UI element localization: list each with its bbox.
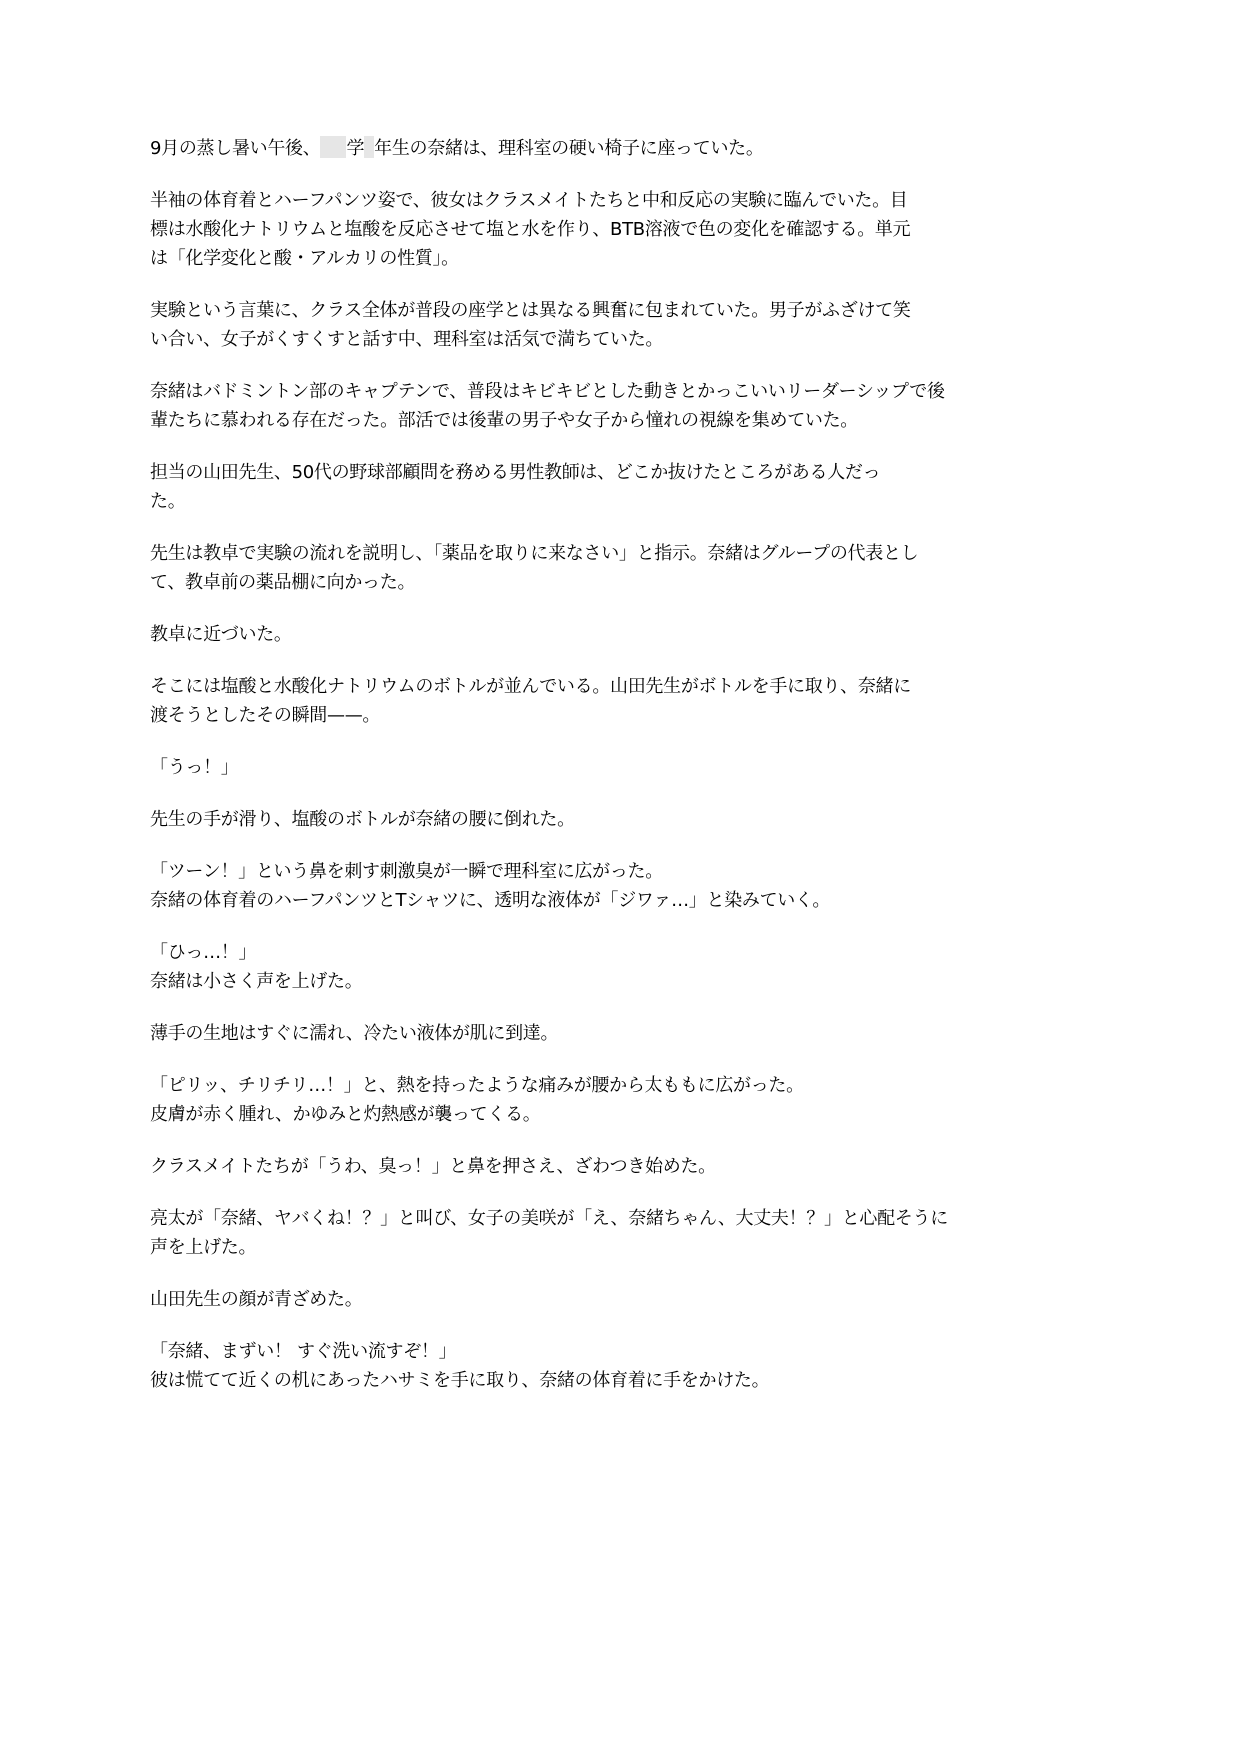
text-line: 先生の手が滑り、塩酸のボトルが奈緒の腰に倒れた。 [150,809,575,830]
paragraph [150,1204,1010,1262]
text-line: 奈緒は小さく声を上げた。 [150,971,363,992]
text-line: た。 [150,491,186,512]
paragraph [150,938,1010,996]
text-line: 実験という言葉に、クラス全体が普段の座学とは異なる興奮に包まれていた。男子がふざけて笑 [150,300,911,321]
text-line: 「うっ！」 [150,757,239,778]
paragraph [150,672,1010,730]
paragraph [150,1071,1010,1129]
text-line: 亮太が「奈緒、ヤバくね！？」と叫び、女子の美咲が「え、奈緒ちゃん、大丈夫！？」と心配そうに [150,1208,948,1229]
text-line: 「奈緒、まずい！ すぐ洗い流すぞ！」 [150,1341,457,1362]
redaction-box [364,136,374,158]
document-body [150,134,1010,1418]
paragraph [150,458,1010,516]
text-line: 担当の山田先生、50代の野球部顧問を務める男性教師は、どこか抜けたところがある人だっ [150,462,881,483]
paragraph [150,186,1010,273]
text-segment: 年生の奈緒は、理科室の硬い椅子に座っていた。 [374,138,764,159]
paragraph [150,1152,1010,1181]
text-line: 標は水酸化ナトリウムと塩酸を反応させて塩と水を作り、BTB溶液で色の変化を確認する。単元 [150,219,911,240]
paragraph [150,753,1010,782]
text-line: 輩たちに慕われる存在だった。部活では後輩の男子や女子から憧れの視線を集めていた。 [150,410,858,431]
paragraph [150,1019,1010,1048]
paragraph [150,1285,1010,1314]
text-line: 奈緒はバドミントン部のキャプテンで、普段はキビキビとした動きとかっこいいリーダーシップで後 [150,381,945,402]
text-segment: 9月の蒸し暑い午後、 [150,138,321,159]
text-segment: 学 [346,138,365,159]
paragraph [150,539,1010,597]
text-line: 教卓に近づいた。 [150,624,292,645]
text-line: そこには塩酸と水酸化ナトリウムのボトルが並んでいる。山田先生がボトルを手に取り、奈緒に [150,676,911,697]
paragraph-list [150,186,1010,1395]
text-line: 声を上げた。 [150,1237,257,1258]
text-line: て、教卓前の薬品棚に向かった。 [150,572,416,593]
text-line: 半袖の体育着とハーフパンツ姿で、彼女はクラスメイトたちと中和反応の実験に臨んでいた。目 [150,190,908,211]
text-line [150,134,1010,163]
paragraph [150,857,1010,915]
text-line: 「ツーン！」という鼻を刺す刺激臭が一瞬で理科室に広がった。 [150,861,663,882]
redaction-box [320,136,346,158]
paragraph [150,377,1010,435]
text-line: 先生は教卓で実験の流れを説明し、「薬品を取りに来なさい」と指示。奈緒はグループの代表とし [150,543,919,564]
text-line: 奈緒の体育着のハーフパンツとTシャツに、透明な液体が「ジワァ…」と染みていく。 [150,890,831,911]
text-line: 「ひっ…！」 [150,942,257,963]
paragraph [150,805,1010,834]
paragraph [150,296,1010,354]
text-line: 「ピリッ、チリチリ…！」と、熱を持ったような痛みが腰から太ももに広がった。 [150,1075,804,1096]
text-line: 皮膚が赤く腫れ、かゆみと灼熱感が襲ってくる。 [150,1104,541,1125]
text-line: は「化学変化と酸・アルカリの性質」。 [150,248,459,269]
text-line: クラスメイトたちが「うわ、臭っ！」と鼻を押さえ、ざわつき始めた。 [150,1156,716,1177]
text-line: い合い、女子がくすくすと話す中、理科室は活気で満ちていた。 [150,329,664,350]
text-line: 山田先生の顔が青ざめた。 [150,1289,363,1310]
text-line: 渡そうとしたその瞬間——。 [150,705,381,726]
text-line: 薄手の生地はすぐに濡れ、冷たい液体が肌に到達。 [150,1023,559,1044]
paragraph [150,134,1010,163]
text-line: 彼は慌てて近くの机にあったハサミを手に取り、奈緒の体育着に手をかけた。 [150,1370,770,1391]
paragraph [150,620,1010,649]
paragraph [150,1337,1010,1395]
